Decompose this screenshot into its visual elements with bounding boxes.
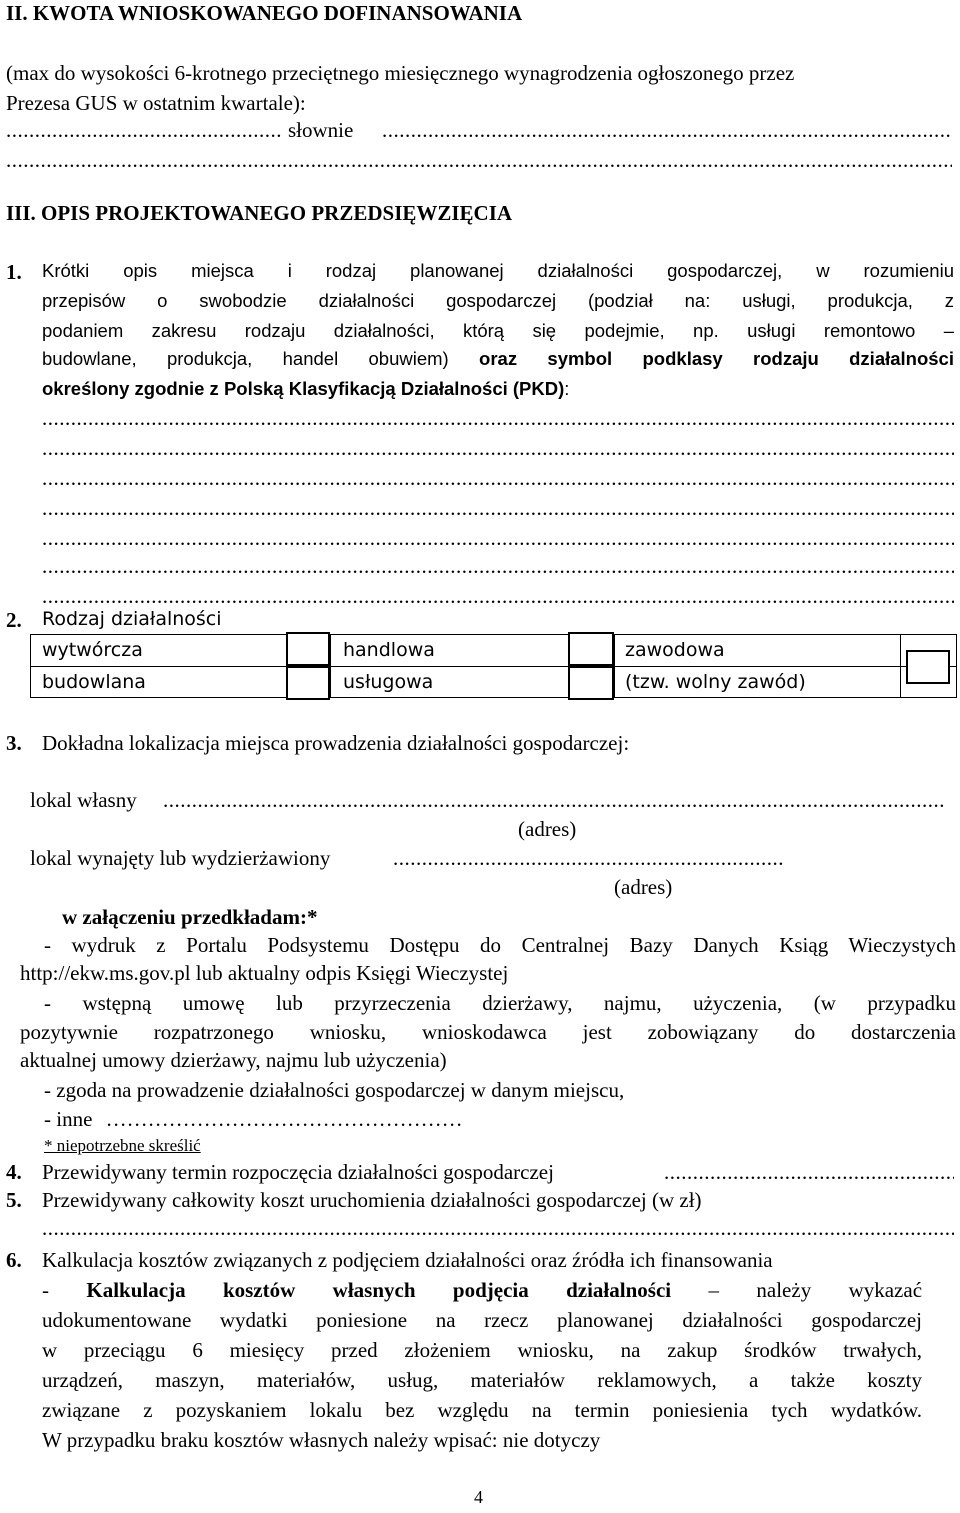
item-3-label: Dokładna lokalizacja miejsca prowadzenia działalności gospodarczej: — [42, 731, 630, 755]
item-2-label: Rodzaj działalności — [42, 608, 222, 630]
item-1-answer-line[interactable] — [42, 528, 954, 549]
amount-words-field-cont[interactable] — [6, 150, 952, 171]
item-6-paragraph-line: urządzeń, maszyn, materiałów, usług, materiałów reklamowych, a także koszty — [42, 1368, 922, 1392]
item-1-text-normal: budowlane, produkcja, handel obuwiem) — [42, 348, 449, 369]
item-1-number: 1. — [6, 260, 22, 284]
item-6-paragraph-line: w przeciągu 6 miesięcy przed złożeniem wniosku, na zakup środków trwałych, — [42, 1338, 922, 1362]
table-divider — [614, 635, 615, 697]
attachment-item-cont: pozytywnie rozpatrzonego wniosku, wnioskodawca jest zobowiązany do dostarczenia — [20, 1020, 956, 1044]
option-label-budowlana: budowlana — [42, 671, 146, 693]
table-divider — [900, 635, 901, 697]
checkbox-zawodowa[interactable] — [906, 650, 950, 684]
section-2-heading: II. KWOTA WNIOSKOWANEGO DOFINANSOWANIA — [6, 1, 523, 25]
section-3-heading: III. OPIS PROJEKTOWANEGO PRZEDSIĘWZIĘCIA — [6, 201, 513, 225]
item-6-text: – należy wykazać — [708, 1278, 923, 1302]
footnote: * niepotrzebne skreślić — [44, 1136, 201, 1155]
item-6-number: 6. — [6, 1248, 22, 1272]
amount-words-field[interactable] — [382, 120, 952, 141]
item-1-colon: : — [564, 378, 570, 399]
adres-caption: (adres) — [614, 875, 673, 899]
item-5-number: 5. — [6, 1188, 22, 1212]
total-cost-field[interactable] — [42, 1218, 954, 1239]
item-1-text-line: podaniem zakresu rodzaju działalności, którą się podejmie, np. usługi remontowo – — [42, 320, 954, 341]
table-divider — [330, 635, 331, 697]
checkbox-uslugowa[interactable] — [568, 666, 614, 700]
item-1-text-line: Krótki opis miejsca i rodzaj planowanej działalności gospodarczej, w rozumieniu — [42, 260, 954, 281]
attachment-item: - wydruk z Portalu Podsystemu Dostępu do Centralnej Bazy Danych Ksiąg Wieczystych — [44, 933, 956, 957]
amount-field[interactable] — [6, 120, 281, 141]
attachment-item — [44, 1109, 463, 1130]
item-1-pkd-label: określony zgodnie z Polską Klasyfikacją Działalności (PKD) — [42, 378, 565, 399]
option-label-handlowa: handlowa — [343, 639, 435, 661]
attachment-item-cont: http://ekw.ms.gov.pl lub aktualny odpis Księgi Wieczystej — [20, 961, 509, 985]
item-6-paragraph-line: związane z pozyskaniem lokalu bez względu na termin poniesienia tych wydatków. — [42, 1398, 922, 1422]
item-1-answer-line[interactable] — [42, 586, 954, 607]
option-label-uslugowa: usługowa — [343, 671, 434, 693]
attachment-item-cont: aktualnej umowy dzierżawy, najmu lub użyczenia) — [20, 1048, 447, 1072]
item-6-bold-title: Kalkulacja kosztów własnych podjęcia działalności — [86, 1278, 672, 1302]
item-6-paragraph-line: W przypadku braku kosztów własnych należy wpisać: nie dotyczy — [42, 1428, 601, 1452]
item-1-answer-line[interactable] — [42, 408, 954, 429]
section-2-note: (max do wysokości 6-krotnego przeciętnego miesięcznego wynagrodzenia ogłoszonego przez — [6, 61, 795, 85]
item-1-text-bold: oraz symbol podklasy rodzaju działalności — [479, 348, 954, 369]
lokal-wlasny-label: lokal własny — [30, 788, 137, 812]
item-3-number: 3. — [6, 731, 22, 755]
table-divider — [31, 666, 956, 667]
item-6-paragraph-line — [42, 1280, 922, 1301]
option-label-zawodowa: zawodowa — [625, 639, 725, 661]
item-1-answer-line[interactable] — [42, 468, 954, 489]
checkbox-budowlana[interactable] — [286, 666, 330, 700]
slownie-label: słownie — [288, 118, 354, 142]
item-2-number: 2. — [6, 608, 22, 632]
item-1-answer-line[interactable] — [42, 498, 954, 519]
item-6-paragraph-line: udokumentowane wydatki poniesione na rzecz planowanej działalności gospodarczej — [42, 1308, 922, 1332]
activity-type-table — [30, 634, 957, 698]
page-number: 4 — [474, 1487, 483, 1507]
item-1-text-line: przepisów o swobodzie działalności gospodarczej (podział na: usługi, produkcja, z — [42, 290, 954, 311]
option-label-wolny-zawod: (tzw. wolny zawód) — [625, 671, 806, 693]
lokal-wlasny-address-field[interactable] — [163, 790, 945, 811]
item-1-text-line — [42, 380, 569, 399]
item-1-answer-line[interactable] — [42, 438, 954, 459]
item-1-answer-line[interactable] — [42, 556, 954, 577]
checkbox-wytworcza[interactable] — [286, 632, 330, 666]
item-1-text-line — [42, 350, 954, 369]
attachment-other-field[interactable]: …………………………………………… — [105, 1107, 463, 1131]
adres-caption: (adres) — [518, 817, 577, 841]
attachment-item: - wstępną umowę lub przyrzeczenia dzierżawy, najmu, użyczenia, (w przypadku — [44, 991, 956, 1015]
item-6-dash: - — [42, 1278, 49, 1302]
attachment-item: - zgoda na prowadzenie działalności gospodarczej w danym miejscu, — [44, 1078, 625, 1102]
lokal-wynajety-label: lokal wynajęty lub wydzierżawiony — [30, 846, 331, 870]
item-6-label: Kalkulacja kosztów związanych z podjęciem działalności oraz źródła ich finansowania — [42, 1248, 773, 1272]
option-label-wytworcza: wytwórcza — [42, 639, 143, 661]
attachments-heading: w załączeniu przedkładam:* — [62, 905, 318, 929]
attachment-other-label: - inne — [44, 1107, 93, 1131]
section-2-note-cont: Prezesa GUS w ostatnim kwartale): — [6, 91, 306, 115]
lokal-wynajety-address-field[interactable] — [393, 848, 783, 869]
start-date-field[interactable] — [664, 1162, 954, 1183]
item-4-number: 4. — [6, 1160, 22, 1184]
item-4-label: Przewidywany termin rozpoczęcia działalności gospodarczej — [42, 1160, 554, 1184]
item-5-label: Przewidywany całkowity koszt uruchomienia działalności gospodarczej (w zł) — [42, 1188, 702, 1212]
checkbox-handlowa[interactable] — [568, 632, 614, 666]
